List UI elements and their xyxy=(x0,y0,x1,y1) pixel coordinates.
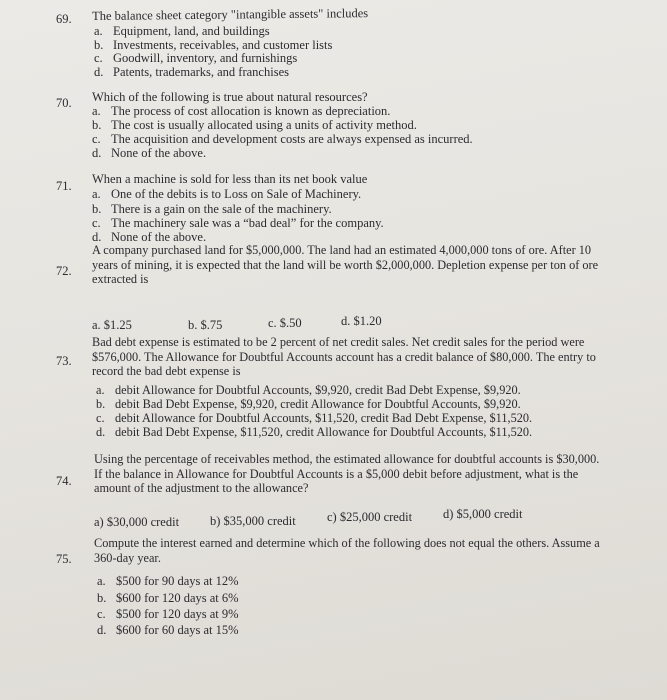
stem-line: record the bad debt expense is xyxy=(92,364,241,378)
option-c: c. debit Allowance for Doubtful Accounts, $11,520, credit Bad Debt Expense, $11,520. xyxy=(96,411,533,425)
stem-line: extracted is xyxy=(92,272,149,286)
question-number: 74. xyxy=(56,474,72,488)
option-b: b) $35,000 credit xyxy=(210,514,296,528)
question-number: 75. xyxy=(56,552,72,566)
question-number: 73. xyxy=(56,354,72,368)
option-c: c. $.50 xyxy=(268,316,302,330)
stem-line: If the balance in Allowance for Doubtful Accounts is a $5,000 debit before adjustment, what is the xyxy=(94,466,579,481)
option-a: a. Equipment, land, and buildings xyxy=(94,24,270,38)
option-c: c) $25,000 credit xyxy=(327,510,413,524)
option-c: c. $500 for 120 days at 9% xyxy=(97,607,239,621)
stem-line: 360-day year. xyxy=(94,550,161,565)
question-number: 70. xyxy=(56,96,72,110)
question-stem xyxy=(94,452,654,496)
question-number: 72. xyxy=(56,264,72,278)
option-c: c. Goodwill, inventory, and furnishings xyxy=(94,51,298,65)
option-d: d. Patents, trademarks, and franchises xyxy=(94,65,289,79)
question-stem: Which of the following is true about natural resources? xyxy=(92,90,368,104)
option-a: a) $30,000 credit xyxy=(94,515,180,529)
stem-line: amount of the adjustment to the allowance? xyxy=(94,481,309,495)
option-a: a. One of the debits is to Loss on Sale of Machinery. xyxy=(92,187,362,201)
question-number: 69. xyxy=(56,12,72,26)
option-d: d. debit Bad Debt Expense, $11,520, credit Allowance for Doubtful Accounts, $11,520. xyxy=(96,425,533,439)
option-a: a. $1.25 xyxy=(92,318,132,332)
option-b: b. debit Bad Debt Expense, $9,920, credit Allowance for Doubtful Accounts, $9,920. xyxy=(96,397,521,411)
option-b: b. There is a gain on the sale of the machinery. xyxy=(92,202,332,216)
option-b: b. $.75 xyxy=(188,318,223,332)
question-number: 71. xyxy=(56,179,72,193)
option-d: d. None of the above. xyxy=(92,230,207,244)
option-d: d. $600 for 60 days at 15% xyxy=(97,623,239,637)
option-b: b. Investments, receivables, and customer lists xyxy=(94,38,333,52)
stem-line: Compute the interest earned and determine which of the following does not equal the others. Assume a xyxy=(94,536,600,550)
option-b: b. $600 for 120 days at 6% xyxy=(97,591,239,605)
option-d: d. None of the above. xyxy=(92,146,207,160)
option-d: d. $1.20 xyxy=(341,314,382,328)
option-a: a. The process of cost allocation is known as depreciation. xyxy=(92,104,391,118)
stem-line: A company purchased land for $5,000,000. The land had an estimated 4,000,000 tons of ore. After 10 xyxy=(92,243,592,257)
stem-line: $576,000. The Allowance for Doubtful Accounts account has a credit balance of $80,000. The entry to xyxy=(92,349,596,364)
stem-line: Bad debt expense is estimated to be 2 percent of net credit sales. Net credit sales for the period were xyxy=(92,335,585,349)
stem-line: Using the percentage of receivables method, the estimated allowance for doubtful accounts is $30,000. xyxy=(94,452,600,466)
stem-line: years of mining, it is expected that the land will be worth $2,000,000. Depletion expense per ton of ore xyxy=(92,257,599,272)
question-stem xyxy=(94,536,654,565)
question-stem: When a machine is sold for less than its net book value xyxy=(92,172,368,186)
option-c: c. The acquisition and development costs are always expensed as incurred. xyxy=(92,132,473,146)
option-a: a. debit Allowance for Doubtful Accounts, $9,920, credit Bad Debt Expense, $9,920. xyxy=(96,383,521,397)
question-stem: The balance sheet category "intangible assets" includes xyxy=(92,6,369,23)
option-d: d) $5,000 credit xyxy=(443,507,523,521)
question-stem xyxy=(92,335,652,379)
option-a: a. $500 for 90 days at 12% xyxy=(97,574,239,588)
question-stem xyxy=(92,243,652,287)
option-b: b. The cost is usually allocated using a units of activity method. xyxy=(92,118,417,132)
option-c: c. The machinery sale was a “bad deal” for the company. xyxy=(92,216,384,230)
